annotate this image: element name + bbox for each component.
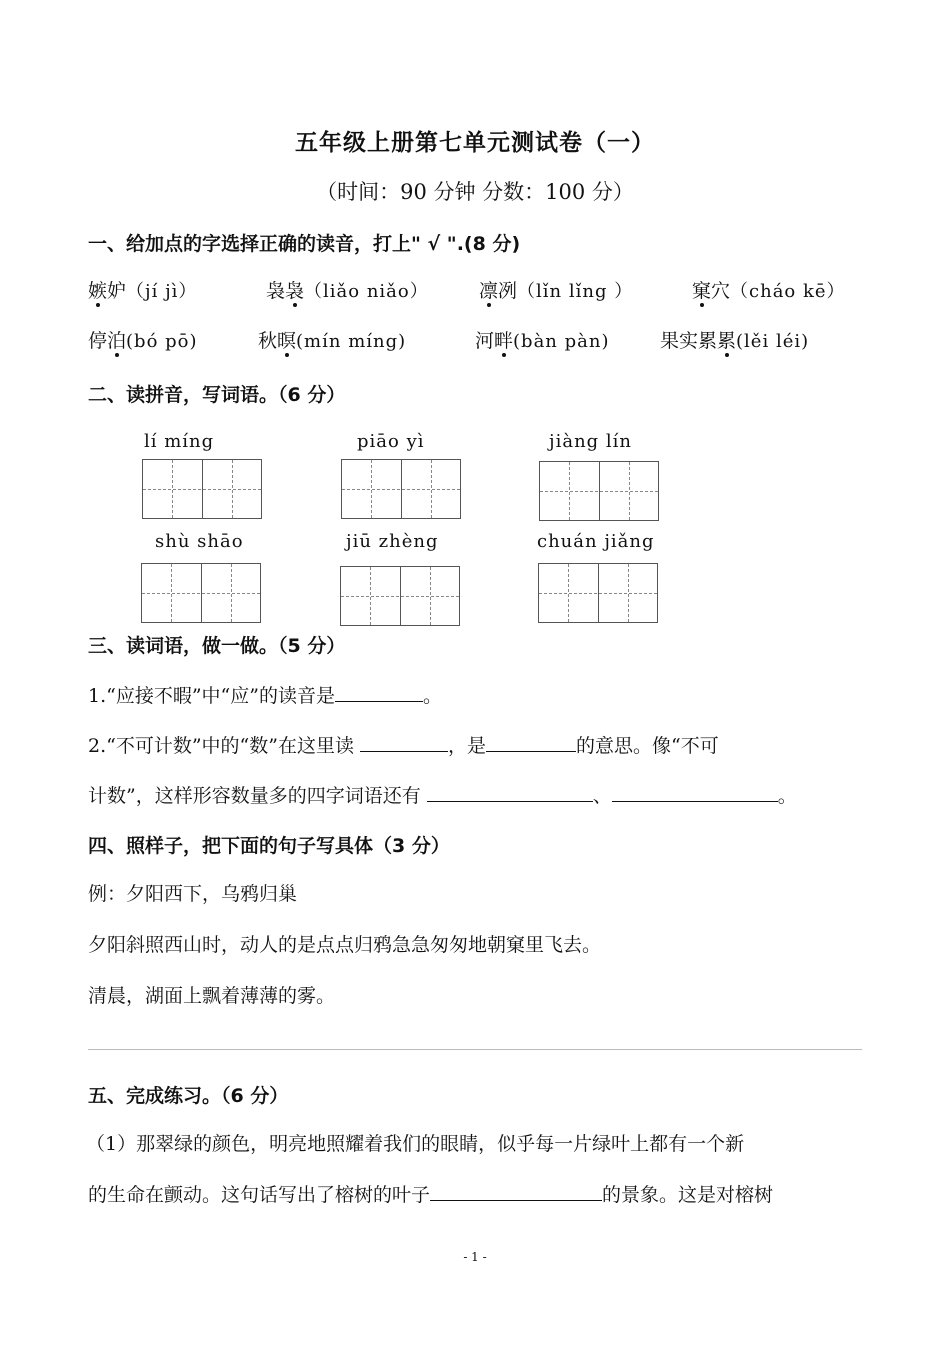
word-pinyin-1: lí míng	[144, 431, 215, 452]
word-pinyin-6: chuán jiǎng	[537, 531, 655, 552]
tianzige-box[interactable]	[142, 459, 262, 519]
dotted-char: 凛	[479, 280, 499, 302]
word-pinyin-4: shù shāo	[155, 531, 244, 552]
dotted-char: 袅	[285, 280, 305, 302]
page-subtitle: （时间：90 分钟 分数：100 分）	[316, 180, 634, 204]
section1-heading: 一、给加点的字选择正确的读音，打上" √ ".(8 分)	[88, 233, 521, 255]
item-qiuming: 秋暝(mín míng)	[258, 330, 407, 352]
word-pinyin-3: jiàng lín	[549, 431, 633, 452]
dotted-char: 窠	[692, 280, 712, 302]
answer-blank[interactable]	[360, 733, 448, 752]
tianzige-box[interactable]	[539, 461, 659, 521]
item-leilei: 果实累累(lěi léi)	[660, 330, 810, 352]
item-kexue: 窠穴（cháo kē）	[692, 280, 846, 302]
section2-heading: 二、读拼音，写词语。（6 分）	[88, 384, 346, 406]
dotted-char: 嫉	[88, 280, 108, 302]
question-3-2: 2.“不可计数”中的“数”在这里读 ，是 的意思。像“不可	[88, 735, 719, 757]
item-tingbo: 停泊(bó pō)	[88, 330, 198, 352]
tianzige-box[interactable]	[341, 459, 461, 519]
tianzige-box[interactable]	[141, 563, 261, 623]
page-number: - 1 -	[463, 1250, 487, 1264]
question-3-2-cont: 计数”，这样形容数量多的四字词语还有 、 。	[88, 785, 797, 807]
example-answer: 夕阳斜照西山时，动人的是点点归鸦急急匆匆地朝窠里飞去。	[88, 934, 602, 956]
task-sentence: 清晨，湖面上飘着薄薄的雾。	[88, 985, 336, 1007]
answer-blank[interactable]	[486, 733, 576, 752]
question-5-1-cont: 的生命在颤动。这句话写出了榕树的叶子 的景象。这是对榕树	[88, 1184, 774, 1206]
page-title: 五年级上册第七单元测试卷（一）	[295, 129, 655, 156]
tianzige-box[interactable]	[340, 566, 460, 626]
item-jidu: 嫉妒（jí jì）	[88, 280, 198, 302]
example-line: 例：夕阳西下，乌鸦归巢	[88, 883, 298, 905]
section4-heading: 四、照样子，把下面的句子写具体（3 分）	[88, 835, 450, 857]
word-pinyin-2: piāo yì	[357, 431, 425, 452]
dotted-char: 畔	[494, 330, 514, 352]
item-hepan: 河畔(bàn pàn)	[475, 330, 610, 352]
tianzige-box[interactable]	[538, 563, 658, 623]
dotted-char: 泊	[107, 330, 127, 352]
section3-heading: 三、读词语，做一做。（5 分）	[88, 635, 346, 657]
dotted-char: 暝	[277, 330, 297, 352]
answer-line[interactable]	[88, 1049, 862, 1050]
item-niaoniao: 袅袅（liǎo niǎo）	[266, 280, 429, 302]
word-pinyin-5: jiū zhèng	[346, 531, 439, 552]
answer-blank[interactable]	[335, 683, 423, 702]
answer-blank[interactable]	[612, 783, 778, 802]
answer-blank[interactable]	[430, 1182, 602, 1201]
answer-blank[interactable]	[427, 783, 593, 802]
section5-heading: 五、完成练习。（6 分）	[88, 1085, 289, 1107]
question-5-1: （1）那翠绿的颜色，明亮地照耀着我们的眼睛，似乎每一片绿叶上都有一个新	[86, 1133, 745, 1155]
question-3-1: 1.“应接不暇”中“应”的读音是 。	[88, 685, 442, 707]
section1-row1	[88, 276, 197, 303]
item-linlie: 凛冽（lǐn lǐng ）	[479, 280, 634, 302]
dotted-char: 累	[717, 330, 737, 352]
